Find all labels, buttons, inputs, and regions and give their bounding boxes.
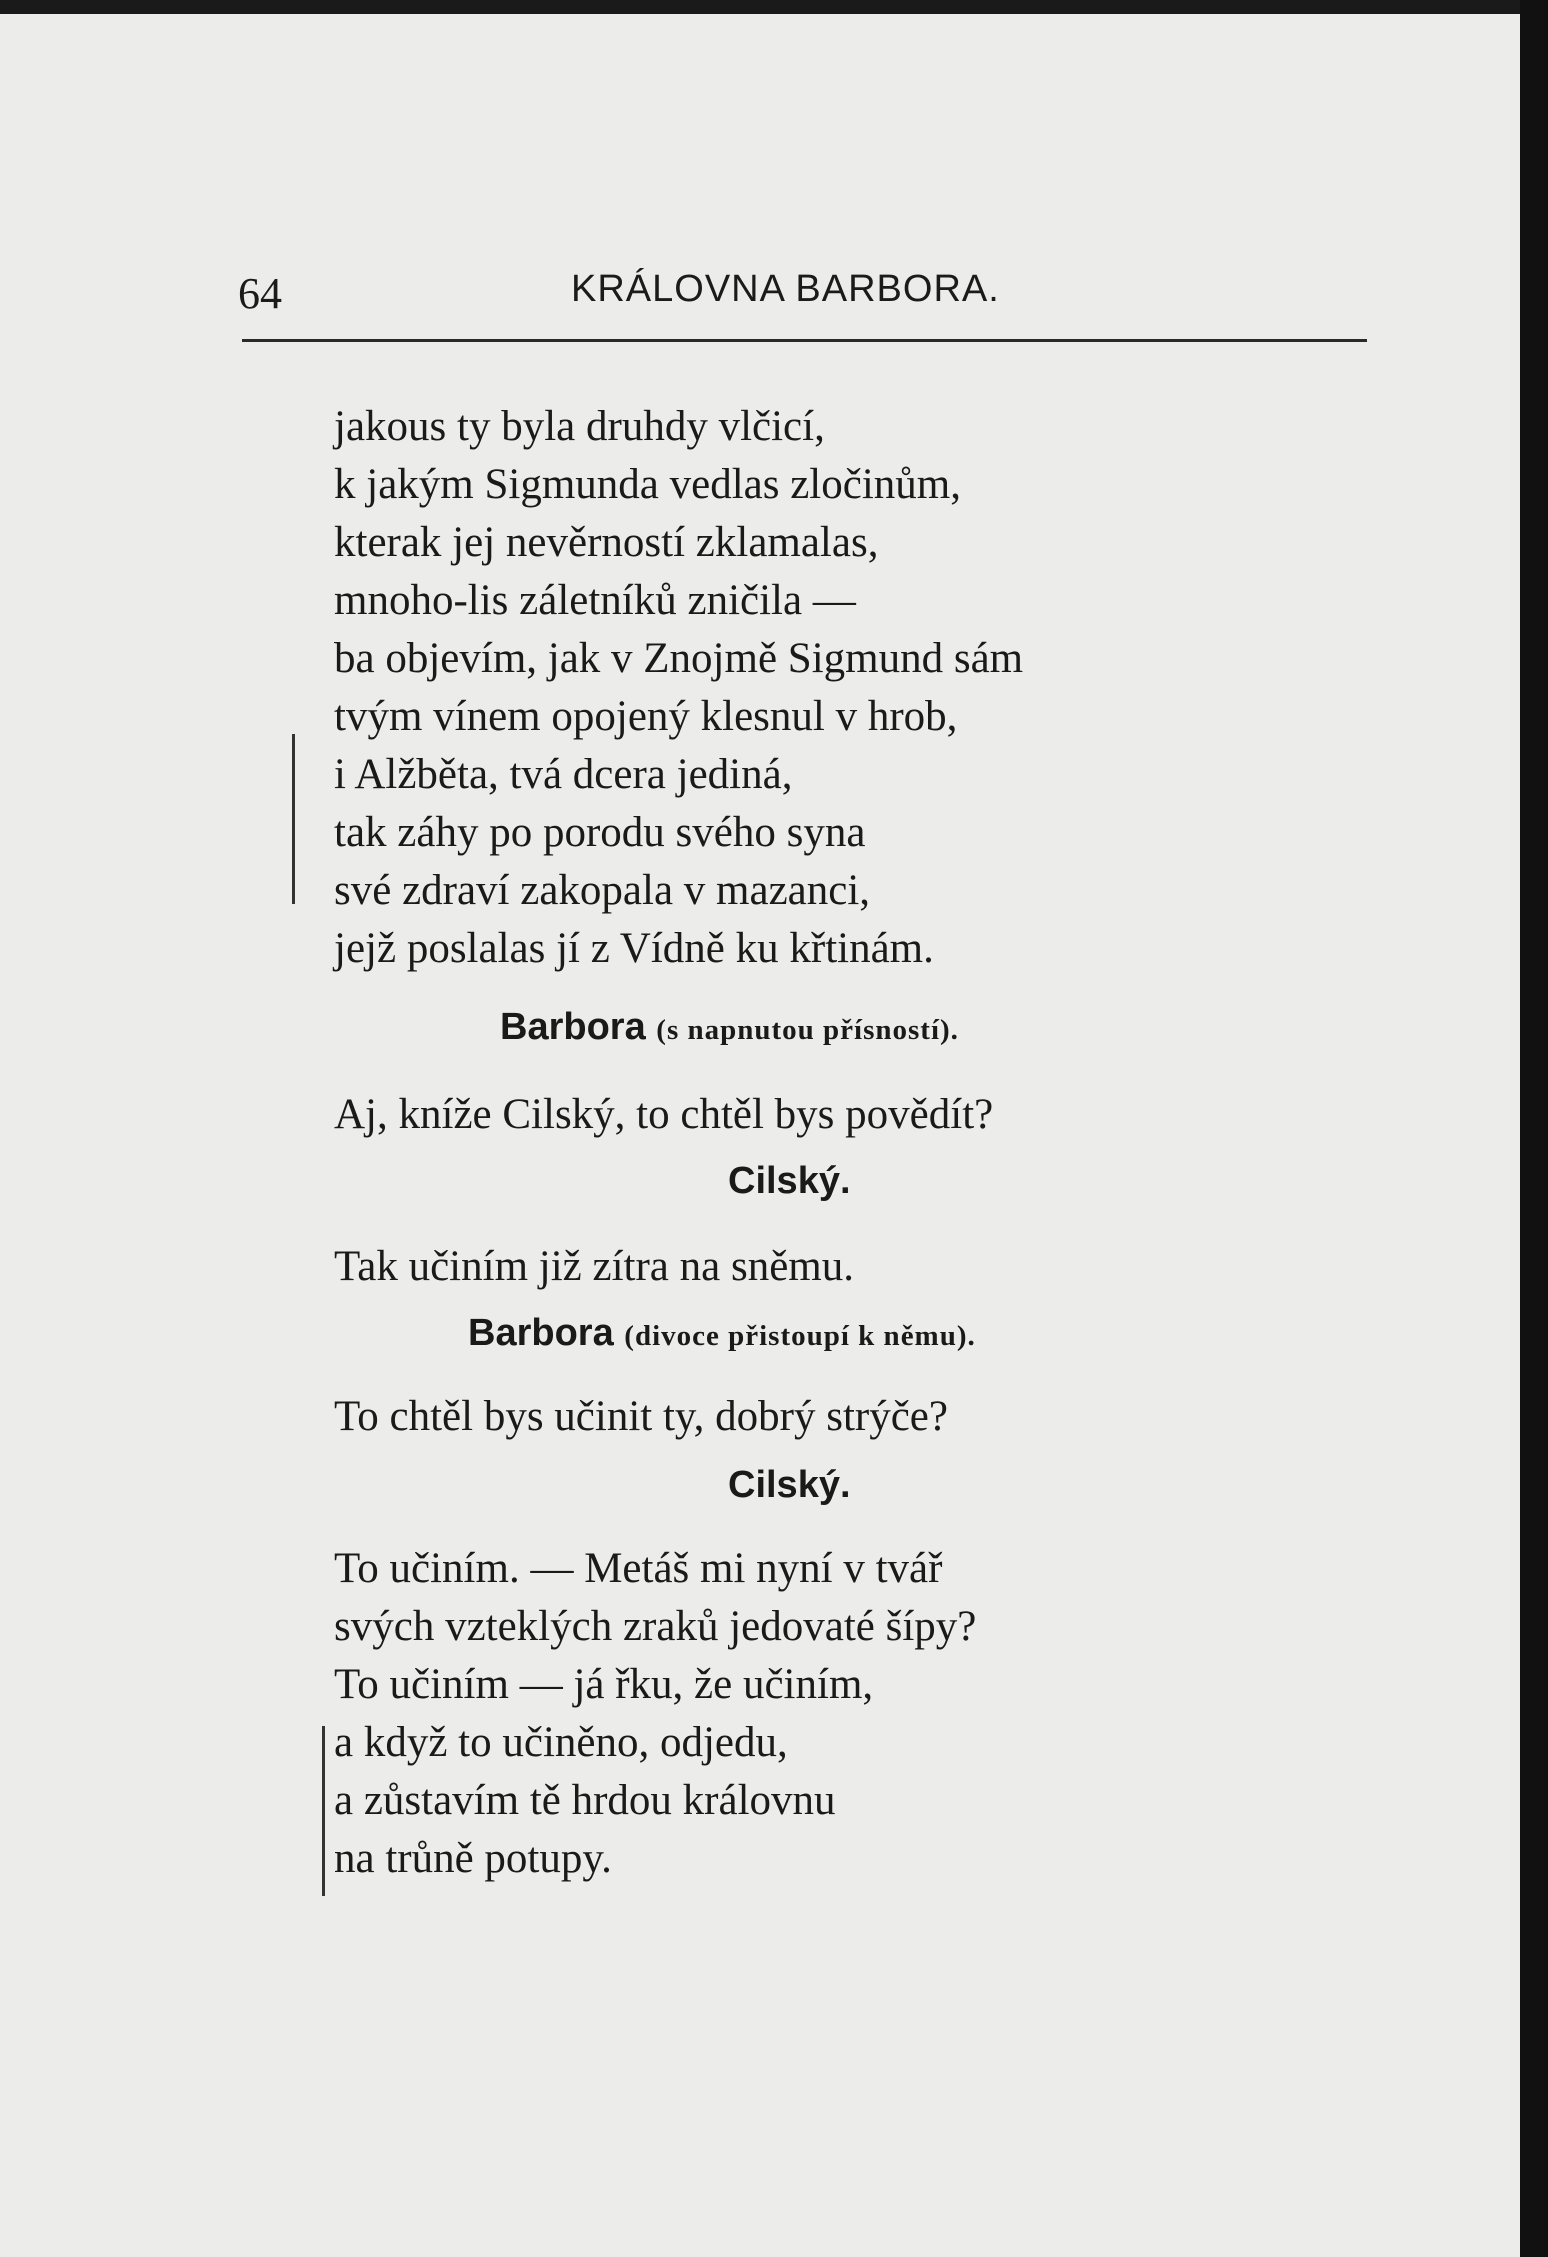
stage-direction: (s napnutou přísností). (656, 1014, 959, 1046)
stage-direction: (divoce přistoupí k němu). (624, 1320, 976, 1352)
verse-line: tvým vínem opojený klesnul v hrob, (334, 693, 958, 740)
margin-mark-lower (322, 1726, 325, 1896)
verse-line: kterak jej nevěrností zklamalas, (334, 519, 879, 566)
margin-mark-upper (292, 734, 295, 904)
verse-passage-1 (334, 398, 1023, 978)
verse-line: Tak učiním již zítra na sněmu. (334, 1243, 854, 1290)
scan-right-edge (1520, 0, 1548, 2257)
verse-line-2 (334, 1238, 854, 1296)
book-page (0, 14, 1520, 2257)
speaker-name: Cilský. (728, 1160, 851, 1202)
verse-line: jakous ty byla druhdy vlčicí, (334, 403, 825, 450)
speaker-cilsky-2 (728, 1464, 851, 1507)
scan-top-edge (0, 0, 1548, 14)
verse-line: mnoho-lis záletníků zničila — (334, 577, 856, 624)
running-title: KRÁLOVNA BARBORA. (571, 268, 1000, 310)
verse-line: své zdraví zakopala v mazanci, (334, 867, 871, 914)
verse-line: a když to učiněno, odjedu, (334, 1719, 788, 1766)
speaker-name: Barbora (500, 1006, 646, 1048)
speaker-name: Barbora (468, 1312, 614, 1354)
speaker-barbora-2 (468, 1312, 976, 1355)
verse-line: a zůstavím tě hrdou královnu (334, 1777, 836, 1824)
verse-line: i Alžběta, tvá dcera jediná, (334, 751, 793, 798)
verse-line: To učiním — já řku, že učiním, (334, 1661, 874, 1708)
verse-line-3 (334, 1388, 948, 1446)
speaker-name: Cilský. (728, 1464, 851, 1506)
page-number: 64 (238, 269, 282, 318)
verse-line: tak záhy po porodu svého syna (334, 809, 866, 856)
verse-line: Aj, kníže Cilský, to chtěl bys povědít? (334, 1091, 994, 1138)
verse-line: To učiním. — Metáš mi nyní v tvář (334, 1545, 943, 1592)
header-rule (242, 339, 1367, 342)
verse-line: k jakým Sigmunda vedlas zločinům, (334, 461, 961, 508)
verse-line: jejž poslalas jí z Vídně ku křtinám. (334, 925, 934, 972)
verse-passage-2 (334, 1540, 976, 1888)
speaker-barbora-1 (500, 1006, 959, 1049)
verse-line: ba objevím, jak v Znojmě Sigmund sám (334, 635, 1024, 682)
verse-line: svých vzteklých zraků jedovaté šípy? (334, 1603, 977, 1650)
speaker-cilsky-1 (728, 1160, 851, 1203)
verse-line-1 (334, 1086, 993, 1144)
verse-line: na trůně potupy. (334, 1835, 612, 1882)
verse-line: To chtěl bys učinit ty, dobrý strýče? (334, 1393, 948, 1440)
